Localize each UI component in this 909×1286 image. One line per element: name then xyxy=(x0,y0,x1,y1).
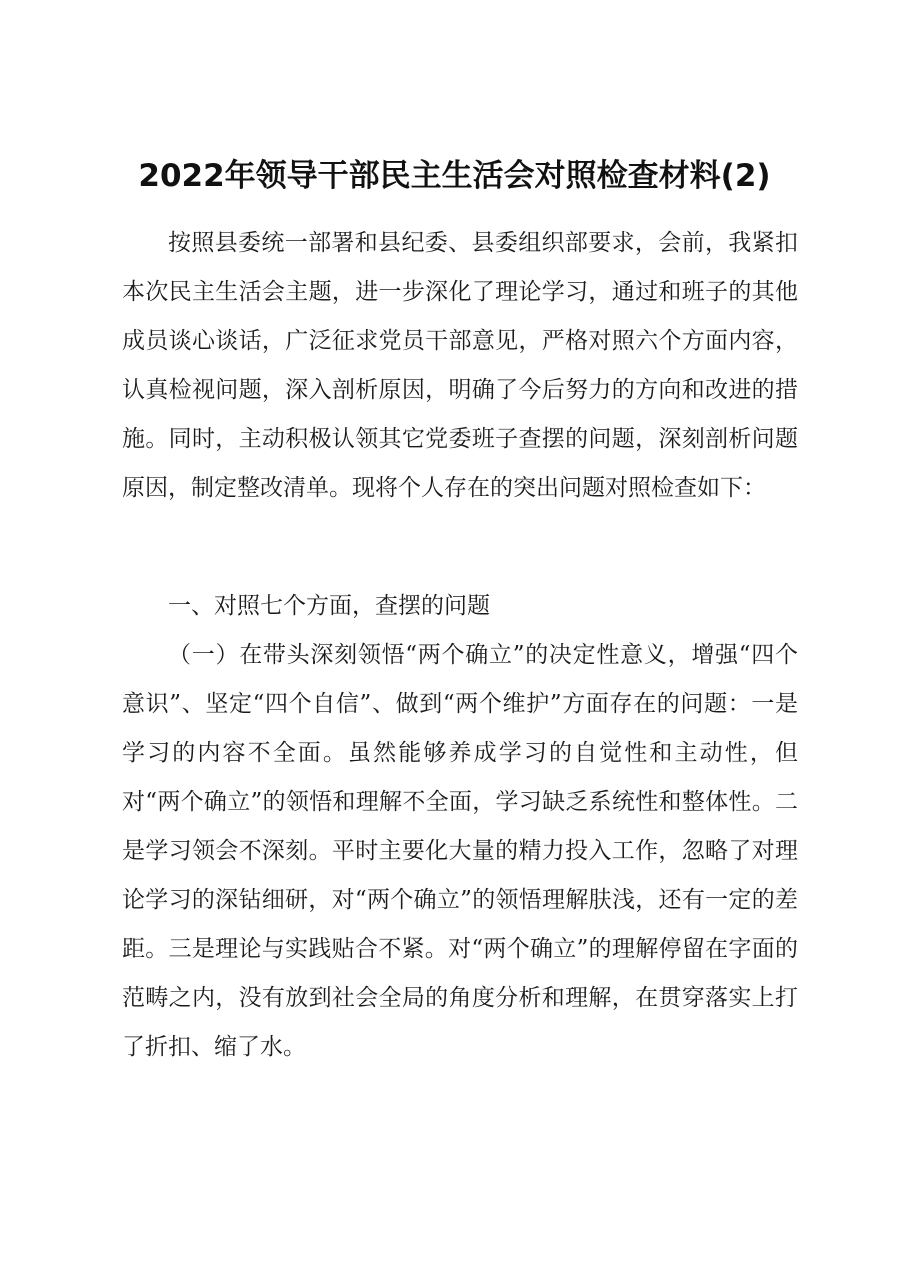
document-title: 2022年领导干部民主生活会对照检查材料(2) xyxy=(138,158,771,194)
section-heading: 一、对照七个方面，查摆的问题 xyxy=(168,593,490,619)
issue-paragraph: （一）在带头深刻领悟“两个确立”的决定性意义，增强“四个意识”、坚定“四个自信”、做到“两个维护”方面存在的问题：一是学习的内容不全面。虽然能够养成学习的自觉性和主动性，但对“两个确立”的领悟和理解不全面，学习缺乏系统性和整体性。二是学习领会不深刻。平时主要化大量的精力投入工作，忽略了对理论学习的深钻细研，对“两个确立”的领悟理解肤浅，还有一定的差距。三是理论与实践贴合不紧。对“两个确立”的理解停留在字面的范畴之内，没有放到社会全局的角度分析和理解，在贯穿落实上打了折扣、缩了水。 xyxy=(122,642,798,1060)
intro-paragraph: 按照县委统一部署和县纪委、县委组织部要求，会前，我紧扣本次民主生活会主题，进一步深化了理论学习，通过和班子的其他成员谈心谈话，广泛征求党员干部意见，严格对照六个方面内容，认真检视问题，深入剖析原因，明确了今后努力的方向和改进的措施。同时，主动积极认领其它党委班子查摆的问题，深刻剖析问题原因，制定整改清单。现将个人存在的突出问题对照检查如下： xyxy=(122,230,798,501)
